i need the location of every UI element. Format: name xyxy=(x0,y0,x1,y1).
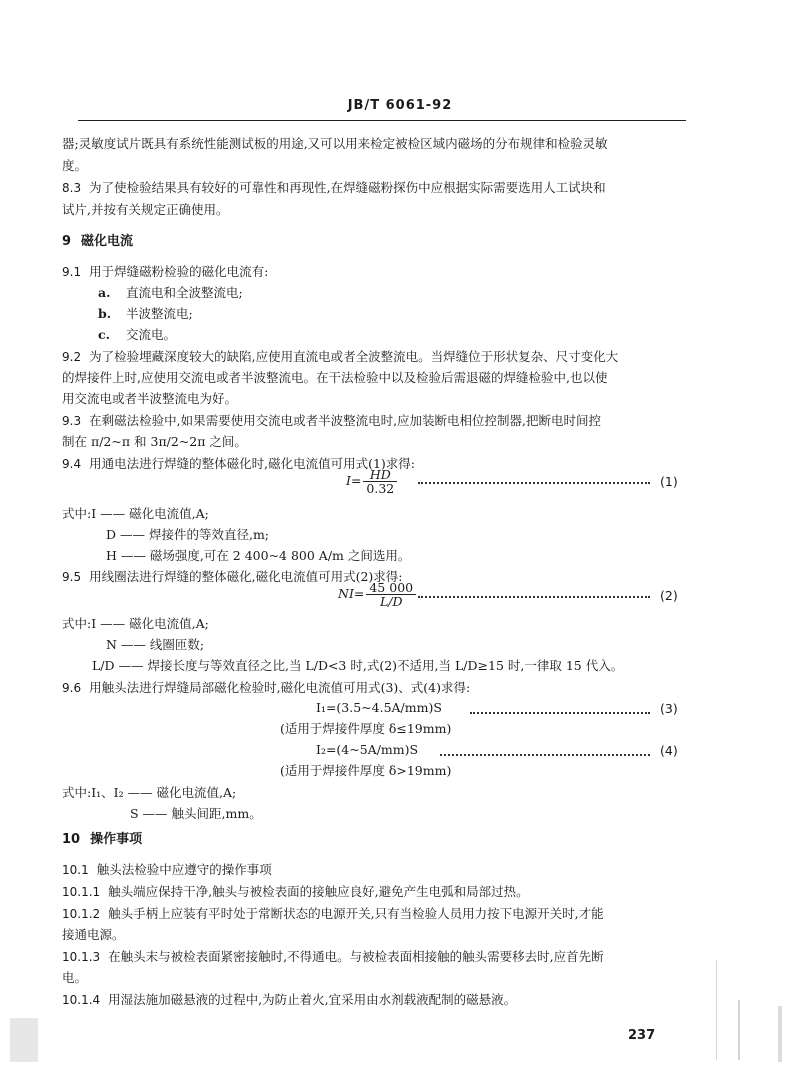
clause-number: 10.1 xyxy=(62,863,89,877)
clause-text: 触头手柄上应装有平时处于常断状态的电源开关,只有当检验人员用力按下电源开关时,才能 xyxy=(108,906,604,921)
clause-10-1-1 xyxy=(62,884,529,900)
scan-noise xyxy=(738,1000,740,1060)
equation-number: (3) xyxy=(660,701,678,716)
clause-9-3 xyxy=(62,413,601,429)
clause-text: 在触头末与被检表面紧密接触时,不得通电。与被检表面相接触的触头需要移去时,应首先断 xyxy=(108,949,604,964)
list-label: a. xyxy=(98,285,111,300)
clause-text: 用湿法施加磁悬液的过程中,为防止着火,宜采用由水剂载液配制的磁悬液。 xyxy=(108,992,517,1007)
clause-text: 用于焊缝磁粉检验的磁化电流有: xyxy=(89,264,269,279)
list-text: 交流电。 xyxy=(126,327,177,342)
clause-number: 9.4 xyxy=(62,457,82,471)
formula-1 xyxy=(346,468,399,495)
text-line: 制在 π/2~π 和 3π/2~2π 之间。 xyxy=(62,434,247,449)
list-text: 半波整流电; xyxy=(126,306,193,321)
clause-text: 在剩磁法检验中,如果需要使用交流电或者半波整流电时,应加装断电相位控制器,把断电时间控 xyxy=(89,413,602,428)
clause-number: 10.1.3 xyxy=(62,950,101,964)
clause-8-3 xyxy=(62,180,606,196)
clause-text: 为了使检验结果具有较好的可靠性和再现性,在焊缝磁粉探伤中应根据实际需要选用人工试块和 xyxy=(89,180,606,195)
where-line: N —— 线圈匝数; xyxy=(106,637,205,652)
formula-fraction xyxy=(366,581,416,608)
where-line: 式中:I —— 磁化电流值,A; xyxy=(62,506,209,521)
scan-noise xyxy=(778,1006,782,1062)
text-line: 器;灵敏度试片既具有系统性能测试板的用途,又可以用来检定被检区域内磁场的分布规律和检验灵敏 xyxy=(62,136,608,151)
dot-leader xyxy=(470,712,650,714)
clause-9-2 xyxy=(62,349,618,365)
header-rule xyxy=(78,120,686,121)
where-line: 式中:I —— 磁化电流值,A; xyxy=(62,616,209,631)
section-number: 9 xyxy=(62,234,72,249)
dot-leader xyxy=(418,482,650,484)
section-number: 10 xyxy=(62,832,81,847)
clause-text: 用线圈法进行焊缝的整体磁化,磁化电流值可用式(2)求得: xyxy=(89,569,403,584)
clause-number: 9.3 xyxy=(62,414,82,428)
formula-lhs: I= xyxy=(346,473,362,488)
section-title: 磁化电流 xyxy=(81,234,134,249)
clause-10-1-2 xyxy=(62,906,604,922)
equation-number: (1) xyxy=(660,474,678,489)
section-heading-10 xyxy=(62,832,142,848)
text-line: 电。 xyxy=(62,970,88,985)
fraction-numerator: HD xyxy=(363,468,397,482)
list-item-c xyxy=(98,327,176,343)
clause-9-1 xyxy=(62,264,268,280)
formula-fraction xyxy=(363,468,397,495)
scan-noise xyxy=(716,960,717,1060)
list-item-b xyxy=(98,306,193,322)
standard-code-header: JB/T 6061-92 xyxy=(347,98,453,113)
formula-lhs: NI= xyxy=(338,586,365,601)
section-title: 操作事项 xyxy=(90,832,143,847)
clause-10-1-3 xyxy=(62,949,604,965)
formula-note: (适用于焊接件厚度 δ≤19mm) xyxy=(280,721,452,736)
list-text: 直流电和全波整流电; xyxy=(126,285,243,300)
text-line: 接通电源。 xyxy=(62,927,125,942)
clause-text: 用触头法进行焊缝局部磁化检验时,磁化电流值可用式(3)、式(4)求得: xyxy=(89,680,471,695)
page-number: 237 xyxy=(628,1028,656,1043)
text-line: 的焊接件上时,应使用交流电或者半波整流电。在干法检验中以及检验后需退磁的焊缝检验中,也以使 xyxy=(62,370,608,385)
where-line: D —— 焊接件的等效直径,m; xyxy=(106,527,270,542)
where-line: S —— 触头间距,mm。 xyxy=(130,806,262,821)
fraction-denominator: L/D xyxy=(379,594,403,609)
text-line: 试片,并按有关规定正确使用。 xyxy=(62,202,229,217)
clause-number: 9.2 xyxy=(62,350,82,364)
list-label: c. xyxy=(98,327,110,342)
text-line: 用交流电或者半波整流电为好。 xyxy=(62,391,238,406)
equation-number: (2) xyxy=(660,588,678,603)
formula-2 xyxy=(338,581,418,608)
clause-10-1-4 xyxy=(62,992,516,1008)
fraction-numerator: 45 000 xyxy=(366,581,416,595)
where-line: 式中:I₁、I₂ —— 磁化电流值,A; xyxy=(62,785,237,800)
text-line: 度。 xyxy=(62,158,88,173)
equation-number: (4) xyxy=(660,743,678,758)
clause-text: 触头端应保持干净,触头与被检表面的接触应良好,避免产生电弧和局部过热。 xyxy=(108,884,529,899)
clause-10-1 xyxy=(62,862,272,878)
clause-number: 9.1 xyxy=(62,265,82,279)
fraction-denominator: 0.32 xyxy=(366,481,395,496)
list-item-a xyxy=(98,285,243,301)
scan-noise xyxy=(10,1018,38,1062)
dot-leader xyxy=(440,754,650,756)
clause-text: 为了检验埋藏深度较大的缺陷,应使用直流电或者全波整流电。当焊缝位于形状复杂、尺寸变化大 xyxy=(89,349,619,364)
formula-4: I₂=(4~5A/mm)S xyxy=(316,742,419,757)
formula-3: I₁=(3.5~4.5A/mm)S xyxy=(316,700,442,715)
clause-number: 10.1.4 xyxy=(62,993,101,1007)
clause-text: 用通电法进行焊缝的整体磁化时,磁化电流值可用式(1)求得: xyxy=(89,456,415,471)
clause-number: 9.6 xyxy=(62,681,82,695)
list-label: b. xyxy=(98,306,112,321)
clause-9-6 xyxy=(62,680,470,696)
dot-leader xyxy=(418,596,650,598)
where-line: L/D —— 焊接长度与等效直径之比,当 L/D<3 时,式(2)不适用,当 L/D≥15 时,一律取 15 代入。 xyxy=(92,658,624,673)
clause-number: 8.3 xyxy=(62,181,82,195)
where-line: H —— 磁场强度,可在 2 400~4 800 A/m 之间选用。 xyxy=(106,548,411,563)
clause-text: 触头法检验中应遵守的操作事项 xyxy=(96,862,272,877)
clause-number: 9.5 xyxy=(62,570,82,584)
section-heading-9 xyxy=(62,234,133,250)
clause-number: 10.1.1 xyxy=(62,885,101,899)
clause-number: 10.1.2 xyxy=(62,907,101,921)
formula-note: (适用于焊接件厚度 δ>19mm) xyxy=(280,763,452,778)
